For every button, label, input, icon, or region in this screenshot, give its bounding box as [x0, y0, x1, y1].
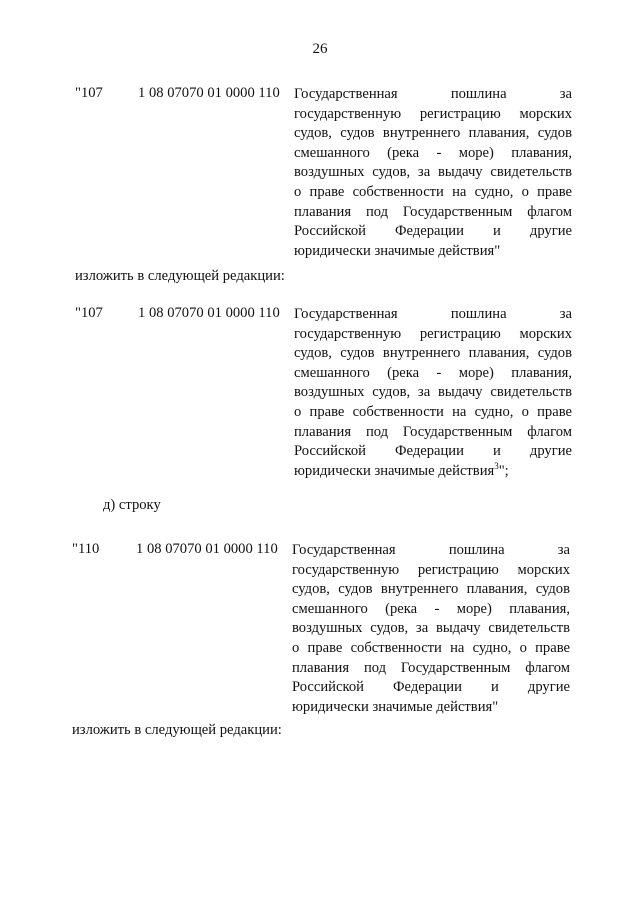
description-line: о праве собственности на судно, о праве	[292, 639, 570, 656]
row-code: "107	[75, 85, 103, 101]
description-line: смешанного (река - море) плавания,	[294, 144, 572, 161]
description-line: плавания под Государственным флагом	[294, 423, 572, 440]
closing-quote: ";	[498, 462, 509, 479]
description-line: воздушных судов, за выдачу свидетельств	[292, 620, 570, 637]
row-description	[292, 541, 570, 717]
row-kbk: 1 08 07070 01 0000 110	[136, 541, 278, 557]
row-code: "107	[75, 305, 103, 321]
subitem-heading: д) строку	[103, 497, 161, 513]
description-line: Российской Федерации и другие	[292, 679, 570, 696]
description-line	[294, 462, 572, 482]
row-kbk: 1 08 07070 01 0000 110	[138, 305, 280, 321]
description-line: Российской Федерации и другие	[294, 223, 572, 240]
description-line: судов, судов внутреннего плавания, судов	[292, 581, 570, 598]
description-line: плавания под Государственным флагом	[292, 659, 570, 676]
description-line: Российской Федерации и другие	[294, 443, 572, 460]
row-code: "110	[72, 541, 100, 557]
description-line: государственную регистрацию морских	[294, 105, 572, 122]
description-line: Государственная пошлина за	[292, 542, 570, 558]
instruction-paragraph: изложить в следующей редакции:	[72, 722, 282, 738]
description-line: судов, судов внутреннего плавания, судов	[294, 345, 572, 362]
description-line: юридически значимые действия"	[292, 698, 499, 715]
description-line: о праве собственности на судно, о праве	[294, 403, 572, 420]
description-text: юридически значимые действия	[294, 462, 495, 479]
description-line: воздушных судов, за выдачу свидетельств	[294, 164, 572, 181]
description-line: смешанного (река - море) плавания,	[294, 364, 572, 381]
description-line: юридически значимые действия"	[294, 242, 501, 259]
description-line: плавания под Государственным флагом	[294, 203, 572, 220]
description-line: воздушных судов, за выдачу свидетельств	[294, 384, 572, 401]
instruction-paragraph: изложить в следующей редакции:	[75, 268, 285, 284]
description-line: смешанного (река - море) плавания,	[292, 600, 570, 617]
description-line: Государственная пошлина за	[294, 86, 572, 102]
description-line: судов, судов внутреннего плавания, судов	[294, 125, 572, 142]
description-line: о праве собственности на судно, о праве	[294, 183, 572, 200]
row-description	[294, 85, 572, 261]
page-number: 26	[312, 41, 328, 57]
description-line: государственную регистрацию морских	[292, 561, 570, 578]
row-kbk: 1 08 07070 01 0000 110	[138, 85, 280, 101]
description-line: Государственная пошлина за	[294, 306, 572, 322]
row-description	[294, 305, 572, 481]
description-line: государственную регистрацию морских	[294, 325, 572, 342]
footnote-marker: 3	[494, 460, 499, 471]
